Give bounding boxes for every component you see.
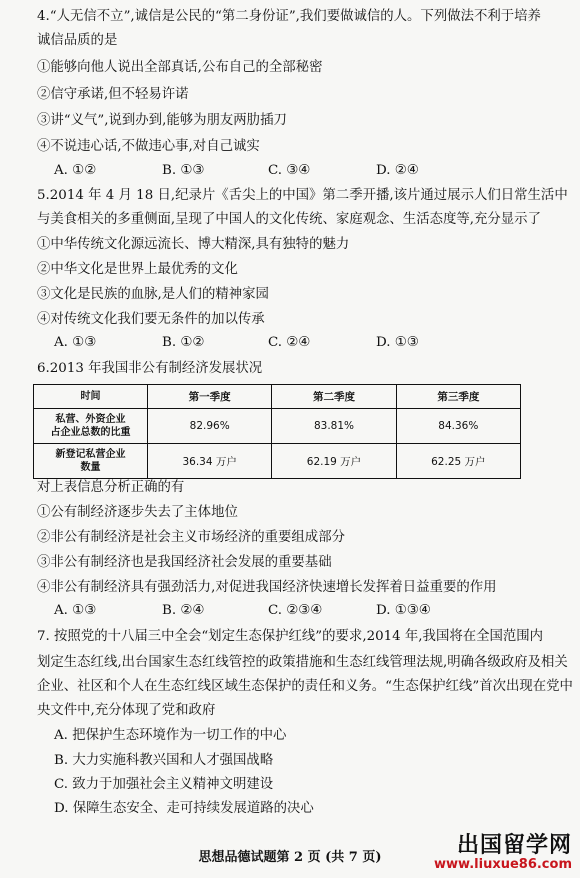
q4-item-4: ④不说违心话,不做违心事,对自己诚实 <box>37 139 260 154</box>
q5-item-1: ①中华传统文化源远流长、博大精深,具有独特的魅力 <box>37 237 350 252</box>
q6-option-b[interactable]: B. ②④ <box>162 603 205 618</box>
table-cell: 62.25 万户 <box>396 444 520 479</box>
q4-item-1: ①能够向他人说出全部真话,公布自己的全部秘密 <box>37 60 323 75</box>
q5-options <box>0 335 580 352</box>
q6-item-4: ④非公有制经济具有强劲活力,对促进我国经济快速增长发挥着日益重要的作用 <box>37 580 497 595</box>
q6-options <box>0 603 580 620</box>
q4-options <box>0 163 580 180</box>
table-cell: 36.34 万户 <box>148 444 272 479</box>
q5-item-4: ④对传统文化我们要无条件的加以传承 <box>37 312 265 327</box>
q4-option-a[interactable]: A. ①② <box>54 163 97 178</box>
q6-data-table <box>33 384 521 479</box>
table-row-label <box>34 444 148 479</box>
q4-option-b[interactable]: B. ①③ <box>162 163 205 178</box>
table-header-q2: 第二季度 <box>272 385 396 409</box>
q7-stem-line1: 7. 按照党的十八届三中全会“划定生态保护红线”的要求,2014 年,我国将在全国范围内 <box>37 629 544 644</box>
q5-stem-line2: 与美食相关的多重侧面,呈现了中国人的文化传统、家庭观念、生活态度等,充分显示了 <box>37 212 541 227</box>
q6-intro: 对上表信息分析正确的有 <box>37 480 185 495</box>
q6-option-a[interactable]: A. ①③ <box>54 603 97 618</box>
q5-option-b[interactable]: B. ①② <box>162 335 205 350</box>
page-footer: 思想品德试题第 2 页 (共 7 页) <box>198 850 382 865</box>
row-label-line1: 私营、外资企业 <box>55 414 126 425</box>
table-header-time: 时间 <box>34 385 148 409</box>
q7-option-a[interactable]: A. 把保护生态环境作为一切工作的中心 <box>54 728 287 743</box>
q5-option-c[interactable]: C. ②④ <box>268 335 311 350</box>
q5-stem-line1: 5.2014 年 4 月 18 日,纪录片《舌尖上的中国》第二季开播,该片通过展示人们日常生活中 <box>37 188 568 203</box>
row-label-line2: 占企业总数的比重 <box>50 427 131 438</box>
table-row <box>34 409 521 444</box>
watermark-url: www.liuxue86.com <box>434 857 572 872</box>
q5-item-3: ③文化是民族的血脉,是人们的精神家园 <box>37 287 269 302</box>
q6-item-2: ②非公有制经济是社会主义市场经济的重要组成部分 <box>37 530 345 545</box>
q5-item-2: ②中华文化是世界上最优秀的文化 <box>37 262 238 277</box>
table-cell: 84.36% <box>396 409 520 444</box>
q7-option-c[interactable]: C. 致力于加强社会主义精神文明建设 <box>54 777 274 792</box>
q5-option-d[interactable]: D. ①③ <box>376 335 419 350</box>
q7-stem-line2: 划定生态红线,出台国家生态红线管控的政策措施和生态红线管理法规,明确各级政府及相关 <box>37 655 568 670</box>
q5-option-a[interactable]: A. ①③ <box>54 335 97 350</box>
q4-item-3: ③讲“义气”,说到办到,能够为朋友两肋插刀 <box>37 113 287 128</box>
q6-stem: 6.2013 年我国非公有制经济发展状况 <box>37 361 263 376</box>
table-header-row <box>34 385 521 409</box>
table-row-label <box>34 409 148 444</box>
q4-option-d[interactable]: D. ②④ <box>376 163 419 178</box>
q7-stem-line4: 央文件中,充分体现了党和政府 <box>37 703 216 718</box>
row-label-line1: 新登记私营企业 <box>55 449 126 460</box>
q6-item-3: ③非公有制经济也是我国经济社会发展的重要基础 <box>37 555 332 570</box>
watermark-title: 出国留学网 <box>456 833 572 858</box>
q4-stem-line1: 4.“人无信不立”,诚信是公民的“第二身份证”,我们要做诚信的人。下列做法不利于培养 <box>37 9 541 24</box>
q7-stem-line3: 企业、社区和个人在生态红线区域生态保护的责任和义务。“生态保护红线”首次出现在党中 <box>37 679 573 694</box>
table-header-q1: 第一季度 <box>148 385 272 409</box>
site-watermark <box>434 828 572 872</box>
q6-option-d[interactable]: D. ①③④ <box>376 603 431 618</box>
table-row <box>34 444 521 479</box>
table-cell: 83.81% <box>272 409 396 444</box>
q6-option-c[interactable]: C. ②③④ <box>268 603 323 618</box>
q6-item-1: ①公有制经济逐步失去了主体地位 <box>37 505 238 520</box>
q4-stem-line2: 诚信品质的是 <box>37 33 118 48</box>
table-cell: 82.96% <box>148 409 272 444</box>
q7-option-d[interactable]: D. 保障生态安全、走可持续发展道路的决心 <box>54 801 314 816</box>
q4-option-c[interactable]: C. ③④ <box>268 163 311 178</box>
table-cell: 62.19 万户 <box>272 444 396 479</box>
table-header-q3: 第三季度 <box>396 385 520 409</box>
q7-option-b[interactable]: B. 大力实施科教兴国和人才强国战略 <box>54 753 274 768</box>
row-label-line2: 数量 <box>80 462 101 473</box>
q4-item-2: ②信守承诺,但不轻易许诺 <box>37 87 189 102</box>
